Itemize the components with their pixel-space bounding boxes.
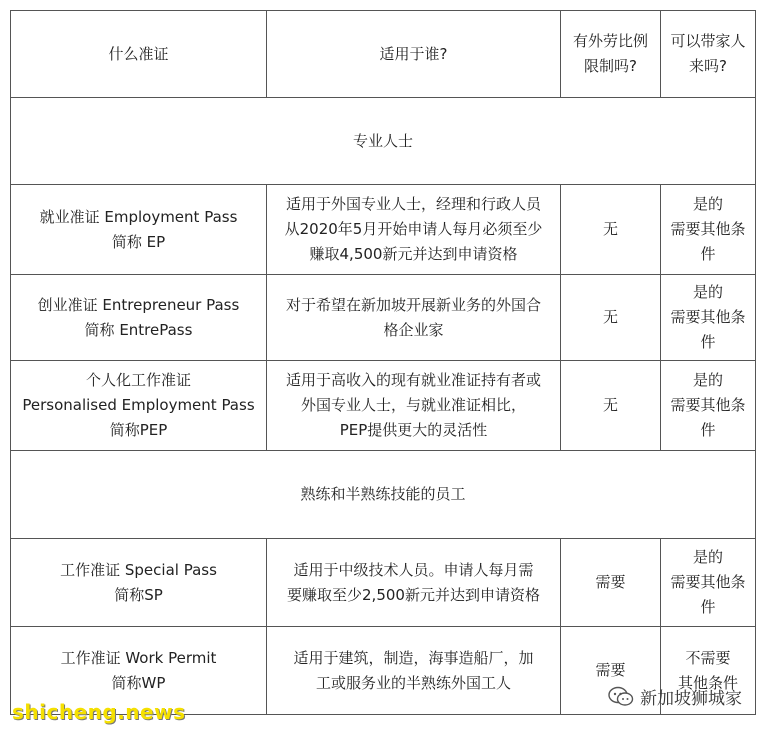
- applicable-line: 适用于外国专业人士，经理和行政人员: [285, 195, 541, 213]
- header-bring-family: [661, 11, 756, 98]
- family-line: 是的: [692, 195, 723, 213]
- family-cell: [661, 185, 756, 275]
- section-title: 熟练和半熟练技能的员工: [11, 451, 756, 539]
- header-family-line: 来吗?: [689, 57, 727, 75]
- permit-name-cell: [11, 185, 267, 275]
- family-line: 需要其他条件: [670, 308, 746, 351]
- header-permit-type: 什么准证: [11, 11, 267, 98]
- header-family-line: 可以带家人: [670, 32, 746, 50]
- table-header-row: [11, 11, 756, 98]
- header-quota-line: 限制吗?: [584, 57, 637, 75]
- permit-name-line: 简称 EP: [111, 232, 166, 251]
- family-cell: [661, 361, 756, 451]
- applicable-to-cell: [267, 361, 561, 451]
- quota-cell: 无: [561, 185, 661, 275]
- family-line: 不需要: [685, 648, 731, 667]
- permit-name-line: 工作准证 Special Pass: [60, 560, 217, 579]
- header-quota-limit: [561, 11, 661, 98]
- quota-cell: 需要: [561, 627, 661, 715]
- permit-name-line: 简称WP: [111, 673, 166, 692]
- permit-name-line: 创业准证 Entrepreneur Pass: [37, 295, 240, 314]
- table-row: [11, 275, 756, 361]
- family-cell: [661, 275, 756, 361]
- permit-table: [10, 10, 756, 715]
- applicable-line: 适用于建筑，制造，海事造船厂，加: [293, 648, 534, 667]
- permit-name-cell: [11, 539, 267, 627]
- applicable-line: 格企业家: [383, 320, 444, 339]
- wechat-icon: [608, 686, 634, 708]
- permit-name-line: 简称PEP: [109, 421, 168, 439]
- family-line: 是的: [692, 283, 723, 301]
- permit-name-line: 工作准证 Work Permit: [60, 648, 217, 667]
- wechat-account-name: 新加坡狮城家: [640, 689, 742, 709]
- table-row: [11, 185, 756, 275]
- applicable-to-cell: [267, 627, 561, 715]
- applicable-to-cell: [267, 539, 561, 627]
- site-watermark: shicheng.news: [12, 700, 186, 724]
- header-quota-line: 有外劳比例: [572, 32, 648, 50]
- permit-name-line: 简称 EntrePass: [84, 320, 193, 339]
- applicable-line: 对于希望在新加坡开展新业务的外国合: [285, 295, 541, 314]
- applicable-line: 适用于高收入的现有就业准证持有者或: [285, 371, 541, 389]
- permit-name-line: Personalised Employment Pass: [22, 396, 255, 414]
- family-line: 其他条件: [677, 673, 738, 692]
- section-row-professionals: [11, 98, 756, 185]
- applicable-line: 外国专业人士，与就业准证相比，: [300, 396, 526, 414]
- family-cell: [661, 539, 756, 627]
- applicable-line: 赚取4,500新元并达到申请资格: [309, 245, 518, 263]
- permit-name-line: 就业准证 Employment Pass: [39, 207, 238, 226]
- family-line: 需要其他条件: [670, 396, 746, 439]
- quota-cell: 需要: [561, 539, 661, 627]
- applicable-to-cell: [267, 275, 561, 361]
- wechat-account-watermark: [608, 684, 742, 709]
- table-row: [11, 361, 756, 451]
- applicable-line: 工或服务业的半熟练外国工人: [315, 673, 511, 692]
- applicable-line: 从2020年5月开始申请人每月必须至少: [284, 220, 543, 238]
- applicable-to-cell: [267, 185, 561, 275]
- applicable-line: 适用于中级技术人员。申请人每月需: [293, 560, 534, 579]
- header-applicable-to: 适用于谁?: [267, 11, 561, 98]
- section-title: 专业人士: [11, 98, 756, 185]
- family-line: 是的: [692, 548, 723, 566]
- applicable-line: PEP提供更大的灵活性: [339, 421, 488, 439]
- quota-cell: 无: [561, 275, 661, 361]
- permit-name-line: 简称SP: [114, 585, 163, 604]
- family-line: 是的: [692, 371, 723, 389]
- quota-cell: 无: [561, 361, 661, 451]
- table-row: [11, 539, 756, 627]
- section-row-skilled-workers: [11, 451, 756, 539]
- permit-name-line: 个人化工作准证: [85, 371, 191, 389]
- permit-name-cell: [11, 275, 267, 361]
- family-line: 需要其他条件: [670, 220, 746, 263]
- family-line: 需要其他条件: [670, 573, 746, 616]
- permit-name-cell: [11, 361, 267, 451]
- applicable-line: 要赚取至少2,500新元并达到申请资格: [287, 585, 540, 604]
